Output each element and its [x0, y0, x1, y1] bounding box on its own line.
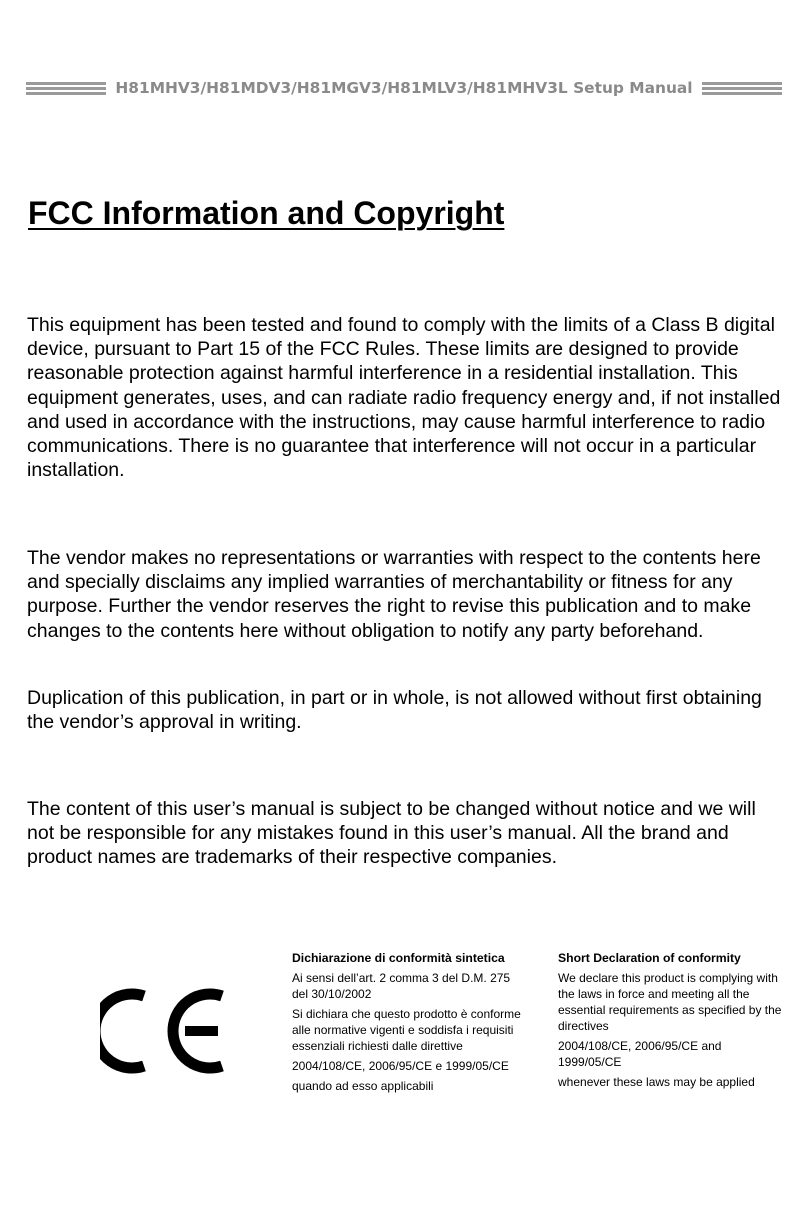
header-rule-right — [702, 82, 782, 94]
declaration-english-line: 2004/108/CE, 2006/95/CE and 1999/05/CE — [558, 1039, 722, 1069]
fcc-compliance-paragraph: This equipment has been tested and found to comply with the limits of a Class B digital device, pursuant to Part 15 of the FCC Rules. These limits are designed to provide reasonable protection against harmful interference in a residential installation. This equipment generates, uses, and can radiate radio frequency energy and, if not installed and used in accordance with the instructions, may cause harmful interference to radio communications. There is no guarantee that interference will not occur in a particular installation. — [27, 314, 781, 482]
page-title: FCC Information and Copyright — [28, 195, 505, 231]
declaration-italian-line: Si dichiara che questo prodotto è conforme alle normative vigenti e soddisfa i requisiti essenziali richiesti dalle direttive — [292, 1007, 521, 1053]
declaration-italian — [292, 950, 524, 1098]
header-rule-left — [26, 82, 106, 94]
manual-title: H81MHV3/H81MDV3/H81MGV3/H81MLV3/H81MHV3L Setup Manual — [115, 79, 693, 97]
declaration-english — [558, 950, 788, 1094]
declaration-english-heading: Short Declaration of conformity — [558, 951, 741, 965]
page-header — [26, 76, 782, 100]
declaration-italian-line: 2004/108/CE, 2006/95/CE e 1999/05/CE — [292, 1059, 509, 1073]
declaration-italian-heading: Dichiarazione di conformità sintetica — [292, 951, 505, 965]
warranty-disclaimer-paragraph: The vendor makes no representations or warranties with respect to the contents here and specially disclaims any implied warranties of merchantability or fitness for any purpose. Further the vendor reserves the right to revise this publication and to make changes to the contents here without obligation to notify any party beforehand. — [27, 547, 761, 642]
trademark-paragraph: The content of this user’s manual is subject to be changed without notice and we will not be responsible for any mistakes found in this user’s manual. All the brand and product names are trademarks of their respective companies. — [27, 798, 756, 869]
declaration-italian-line: Ai sensi dell’art. 2 comma 3 del D.M. 275 del 30/10/2002 — [292, 971, 511, 1001]
duplication-paragraph: Duplication of this publication, in part or in whole, is not allowed without first obtaining the vendor’s approval in writing. — [27, 687, 762, 734]
ce-mark-icon — [100, 985, 230, 1077]
declaration-english-line: whenever these laws may be applied — [558, 1075, 755, 1089]
declaration-english-line: We declare this product is complying with the laws in force and meeting all the essential requirements as specified by the directives — [558, 971, 782, 1033]
declaration-italian-line: quando ad esso applicabili — [292, 1079, 434, 1093]
